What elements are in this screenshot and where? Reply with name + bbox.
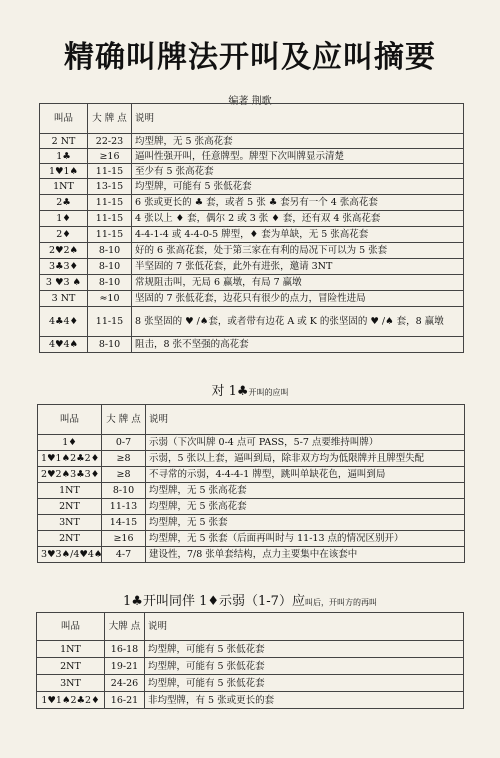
description-cell: 建设性，7/8 张单套结构，点力主要集中在该套中	[146, 547, 465, 563]
description-cell: 均型牌，可能有 5 张低花套	[145, 641, 464, 658]
table-row	[40, 307, 464, 337]
points-cell: 11-15	[88, 227, 132, 243]
bid-cell: 4♥4♠	[40, 337, 88, 353]
table-row	[38, 547, 465, 563]
points-cell: 22-23	[88, 134, 132, 149]
column-header: 叫品	[40, 104, 88, 134]
table-row	[38, 515, 465, 531]
bid-cell: 1♦	[40, 211, 88, 227]
points-cell: ≈10	[88, 291, 132, 307]
points-cell: 11-15	[88, 211, 132, 227]
bid-cell: 2♣	[40, 195, 88, 211]
points-cell: 0-7	[102, 435, 146, 451]
column-header: 说明	[145, 613, 464, 641]
description-cell: 均型牌，无 5 张高花套	[146, 499, 465, 515]
points-cell: ≥16	[102, 531, 146, 547]
section-heading-responses	[0, 380, 500, 399]
table-row	[40, 149, 464, 164]
table-row	[37, 675, 464, 692]
points-cell: 11-13	[102, 499, 146, 515]
description-cell: 示弱，5 张以上套，逼叫到局，除非双方均为低限牌并且牌型失配	[146, 451, 465, 467]
bid-cell: 2NT	[38, 499, 102, 515]
rebids-table	[36, 612, 464, 709]
points-cell: 8-10	[88, 275, 132, 291]
description-cell: 8 张坚固的 ♥ /♠套，或者带有边花 A 或 K 的张坚固的 ♥ /♠ 套，8 赢墩	[132, 307, 464, 337]
bid-cell: 3♥3♠/4♥4♠	[38, 547, 102, 563]
bid-cell: 1NT	[38, 483, 102, 499]
description-cell: 均型牌，可能有 5 张低花套	[145, 675, 464, 692]
table-row	[37, 658, 464, 675]
bid-cell: 3♣3♦	[40, 259, 88, 275]
bid-cell: 2NT	[37, 658, 105, 675]
description-cell: 阻击，8 张不坚强的高花套	[132, 337, 464, 353]
description-cell: 非均型牌，有 5 张或更长的套	[145, 692, 464, 709]
description-cell: 4-4-1-4 或 4-4-0-5 牌型，♦ 套为单缺，无 5 张高花套	[132, 227, 464, 243]
bid-cell: 4♣4♦	[40, 307, 88, 337]
column-header: 大牌 点	[105, 613, 145, 641]
bid-cell: 1NT	[40, 179, 88, 195]
points-cell: ≥8	[102, 451, 146, 467]
table-row	[40, 227, 464, 243]
table-row	[38, 467, 465, 483]
column-header: 叫品	[37, 613, 105, 641]
description-cell: 均型牌，可能有 5 张低花套	[132, 179, 464, 195]
bid-cell: 3 NT	[40, 291, 88, 307]
description-cell: 半坚固的 7 张低花套，此外有进张，邀请 3NT	[132, 259, 464, 275]
table-row	[40, 211, 464, 227]
points-cell: ≥8	[102, 467, 146, 483]
bid-cell: 1♥1♠	[40, 164, 88, 179]
description-cell: 均型牌，无 5 张高花套	[146, 483, 465, 499]
points-cell: 8-10	[88, 243, 132, 259]
bid-cell: 2♥2♠	[40, 243, 88, 259]
points-cell: 19-21	[105, 658, 145, 675]
column-header: 说明	[132, 104, 464, 134]
table-row	[38, 499, 465, 515]
bid-cell: 2♥2♠3♣3♦	[38, 467, 102, 483]
points-cell: 11-15	[88, 164, 132, 179]
section-heading-rebids	[0, 590, 500, 609]
points-cell: 11-15	[88, 195, 132, 211]
bid-cell: 2 NT	[40, 134, 88, 149]
table-row	[40, 179, 464, 195]
table-row	[37, 641, 464, 658]
points-cell: 8-10	[88, 259, 132, 275]
points-cell: 24-26	[105, 675, 145, 692]
section-heading-main: 1♣开叫同伴 1♦示弱（1-7）应	[123, 594, 305, 609]
bid-cell: 1♦	[38, 435, 102, 451]
table-header-row	[38, 405, 465, 435]
table-row	[38, 483, 465, 499]
description-cell: 不寻常的示弱，4-4-4-1 牌型，跳叫单缺花色，逼叫到局	[146, 467, 465, 483]
bid-cell: 2♦	[40, 227, 88, 243]
page-title: 精确叫牌法开叫及应叫摘要	[64, 40, 436, 75]
description-cell: 常规阻击叫，无局 6 赢墩，有局 7 赢墩	[132, 275, 464, 291]
table-header-row	[37, 613, 464, 641]
table-row	[40, 337, 464, 353]
section-heading-sub: 开叫的应叫	[248, 388, 289, 397]
description-cell: 坚固的 7 张低花套，边花只有很少的点力，冒险性进局	[132, 291, 464, 307]
description-cell: 至少有 5 张高花套	[132, 164, 464, 179]
description-cell: 示弱（下次叫牌 0-4 点可 PASS，5-7 点要维持叫牌）	[146, 435, 465, 451]
points-cell: 8-10	[88, 337, 132, 353]
bid-cell: 3 ♥3 ♠	[40, 275, 88, 291]
description-cell: 均型牌，无 5 张套（后面再叫时与 11-13 点的情况区别开）	[146, 531, 465, 547]
column-header: 大 牌 点	[88, 104, 132, 134]
table-row	[40, 291, 464, 307]
bid-cell: 1NT	[37, 641, 105, 658]
points-cell: 14-15	[102, 515, 146, 531]
table-row	[38, 531, 465, 547]
section-heading-sub: 叫后，开叫方的再叫	[304, 598, 377, 607]
table-row	[40, 195, 464, 211]
points-cell: 13-15	[88, 179, 132, 195]
column-header: 叫品	[38, 405, 102, 435]
points-cell: 11-15	[88, 307, 132, 337]
description-cell: 均型牌，可能有 5 张低花套	[145, 658, 464, 675]
table-row	[40, 259, 464, 275]
bid-cell: 3NT	[38, 515, 102, 531]
description-cell: 好的 6 张高花套，处于第三家在有利的局况下可以为 5 张套	[132, 243, 464, 259]
table-row	[38, 451, 465, 467]
bid-cell: 1♥1♠2♣2♦	[38, 451, 102, 467]
table-row	[40, 164, 464, 179]
table-header-row	[40, 104, 464, 134]
description-cell: 4 张以上 ♦ 套，偶尔 2 或 3 张 ♦ 套，还有双 4 张高花套	[132, 211, 464, 227]
column-header: 说明	[146, 405, 465, 435]
table-row	[37, 692, 464, 709]
responses-table	[37, 404, 465, 563]
description-cell: 均型牌，无 5 张高花套	[132, 134, 464, 149]
column-header: 大 牌 点	[102, 405, 146, 435]
section-heading-main: 对 1♣	[211, 384, 249, 399]
points-cell: 16-21	[105, 692, 145, 709]
points-cell: 8-10	[102, 483, 146, 499]
points-cell: 4-7	[102, 547, 146, 563]
bid-cell: 2NT	[38, 531, 102, 547]
bid-cell: 3NT	[37, 675, 105, 692]
opening-bids-table	[39, 103, 464, 353]
description-cell: 逼叫性强开叫，任意牌型。牌型下次叫牌显示清楚	[132, 149, 464, 164]
bid-cell: 1♥1♠2♣2♦	[37, 692, 105, 709]
bid-cell: 1♣	[40, 149, 88, 164]
table-row	[40, 275, 464, 291]
table-row	[40, 134, 464, 149]
description-cell: 6 张或更长的 ♣ 套，或者 5 张 ♣ 套另有一个 4 张高花套	[132, 195, 464, 211]
points-cell: ≥16	[88, 149, 132, 164]
table-row	[38, 435, 465, 451]
points-cell: 16-18	[105, 641, 145, 658]
table-row	[40, 243, 464, 259]
author-line: 编著 荆歌	[228, 96, 272, 107]
description-cell: 均型牌，无 5 张套	[146, 515, 465, 531]
